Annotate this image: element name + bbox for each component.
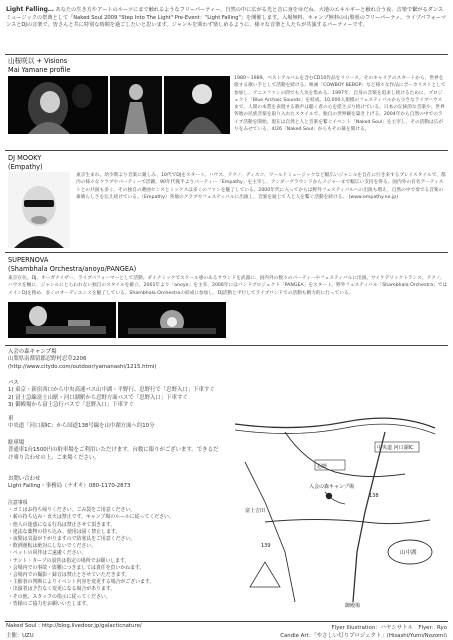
note-item: ・主催者の判断によりイベント内容を変更する場合がございます。 xyxy=(8,579,155,586)
artist-1-photo-mid xyxy=(110,76,162,134)
map-label-ic: 中央道 河口湖IC xyxy=(377,445,414,451)
footer-link[interactable]: Naked Soul : http://blog.livedoor.jp/galacticnature/ xyxy=(6,623,142,629)
artist-1-name: 山桜咲以 + Visions xyxy=(8,57,68,65)
access-url[interactable]: (http://www.citydo.com/outdoor/yamanashi/1215.html) xyxy=(8,363,157,370)
parking-heading: 駐車場 xyxy=(8,440,25,446)
map-label-gotemba: 御殿場 xyxy=(345,603,361,609)
note-item: ・その他、スタッフの指示に従ってください。 xyxy=(8,593,111,600)
bus-heading: バス xyxy=(8,380,19,386)
access-block xyxy=(8,349,223,371)
parking-text: 普通車1台1500円の駐車場をご利用いただけます。台数に限りがございます。できるだけ乗り合わせの上、ご来場ください。 xyxy=(8,447,219,461)
note-item: ・飲酒運転は絶対にしないでください。 xyxy=(8,543,97,550)
artist-2-photo xyxy=(8,172,70,248)
footer-credit-illustration: Flyer Illustration：ハヤシサトル Flyer：Ryo xyxy=(331,625,447,631)
artist-3-sub: (Shambhala Orchestra/anoyo/PANGEA) xyxy=(8,265,137,273)
car-text: 中央道「河口湖IC」から国道138号線を山中湖方面へ約10分 xyxy=(8,423,155,430)
parking-block xyxy=(8,440,223,462)
bus-line: 2) 富士急線富士山駅・河口湖駅から忍野方面バスで「忍野入口」下車すぐ xyxy=(8,394,188,401)
contact-heading: お問い合わせ xyxy=(8,476,41,482)
artist-3-photo-right xyxy=(118,302,226,338)
artist-2-name: DJ MOOKY xyxy=(8,154,42,162)
intro-text: あなたの生き方やアートのルーツにまで触れるようなフリーパーティー、自然の中に広がる光と音に身をゆだね、大地のエネルギーと触れ合う夜、音楽で繋がるダンスミュージックの祭典として「Naked Soul 2009 "Step Into The Light" Pre-Event："Light Falling"」を開催します。入場無料、キャンプ無料の山梨県のフリーパーティ。ライブパフォーマンスとDJの音楽で、皆さんと共に特別な時間を過ごしたいと思います。ジャンルを問わず楽しめるように、様々な音楽と人たちが共演するパーティーです。 xyxy=(6,7,447,29)
note-item: ・夜間は気温が下がりますので防寒具をご用意ください。 xyxy=(8,536,136,543)
artist-3-photo-left xyxy=(8,302,116,338)
note-item: ・薪の持ち込み・直火は禁止です。キャンプ場のルールに従ってください。 xyxy=(8,514,174,521)
intro-lead: Light Falling… xyxy=(6,6,54,13)
contact-text: Light Falling・事務局（ナオキ）080-1170-2873 xyxy=(8,483,131,490)
notes-block xyxy=(8,500,223,608)
car-heading: 車 xyxy=(8,416,14,422)
note-item: ・他人の迷惑になる行為は禁止させて頂きます。 xyxy=(8,521,116,528)
access-heading: 入会の森キャンプ場 xyxy=(8,349,57,355)
note-item: ・違法な薬物の持ち込み、使用は固く禁止します。 xyxy=(8,528,121,535)
artist-1-sub: Mai Yamane profile xyxy=(8,66,71,74)
artist-3-name: SUPERNOVA xyxy=(8,256,49,264)
contact-block xyxy=(8,476,223,491)
note-item: ・会場内での撮影・録音は禁止とさせていただきます。 xyxy=(8,572,130,579)
bus-line: 3) 御殿場から富士急行バスで「忍野入口」下車すぐ xyxy=(8,402,134,409)
bus-line: 1) 東京・新宿西口から中央高速バス山中湖・平野行、忍野行で「忍野入口」下車すぐ xyxy=(8,387,215,394)
map-label-fujiyoshida: 富士吉田 xyxy=(245,508,266,514)
car-block xyxy=(8,416,223,431)
artist-1-bio: 1980～1989。ベストアルバムを含むCD10作品をリリース。そのキャリアのスタートから、世界を旅する歌い手として活動を続ける。映画「COWBOY BEBOP」など様々な作品にボーカリストとして参加し、アニメファンの間でも人気を集める。1997年、自身の音楽を追求し続けるために、プロジェクト「Blue Archaic Sounds」を結成。10,000人規模のフェスティバルから小さなライブハウスまで、人間の本質を表現する歌声は聴く者の心を揺さぶり続けている。日本の伝統的な音楽や、世界各地の民族音楽を取り入れたスタイルで、独自の世界観を築き上げる。2004年から自然の中でのライブ活動を開始。現在は自然と人と音楽を繋ぐイベント「Naked Soul」を主宰し、その活動は広がりをみせている。4/26「Naked Soul」からもその幕を開ける。 xyxy=(234,76,446,133)
intro-paragraph xyxy=(6,6,447,30)
divider xyxy=(5,54,448,55)
divider xyxy=(5,345,448,346)
note-item: ・ペットの同伴はご遠慮ください。 xyxy=(8,550,87,557)
note-item: ・ゴミはお持ち帰りください。ごみ袋をご用意ください。 xyxy=(8,507,136,514)
divider xyxy=(5,621,448,622)
note-item: ・皆様のご協力をお願いいたします。 xyxy=(8,600,91,607)
artist-3-bio: 東京在住。DJ、オーガナイザー、ライブパフォーマーとして活動。ダイナミックでスケール感のあるサウンドを武器に、国内外の数々のパーティーやフェスティバルに出演。サイケデリックトランス、テクノ、ハウスを軸に、ジャンルにとらわれない独自のスタイルを確立。2001年より「anoyo」を主宰、2006年にはバンドプロジェクト「PANGEA」をスタート。野外フェスティバル「Shambhala Orchestra」ではメインDJを務め、多くのオーディエンスを魅了している。Shambhala Orchestraの結成に参加し、DJ活動と平行してライブバンドでの活動も精力的に行っている。 xyxy=(8,276,448,296)
artist-1-photo-left xyxy=(8,76,108,134)
note-item: ・テント・タープの設営は指定の場所でお願いします。 xyxy=(8,557,130,564)
note-item: ・会場内での事故・盗難につきましては責任を負いかねます。 xyxy=(8,564,145,571)
artist-2-sub: (Empathy) xyxy=(8,163,43,171)
map-label-camp: 入会の森キャンプ場 xyxy=(309,484,355,490)
note-item: ・出演者は予告なく変更になる場合があります。 xyxy=(8,586,116,593)
divider xyxy=(5,252,448,253)
access-address: 山梨県南都留郡忍野村忍草2206 xyxy=(8,356,87,363)
artist-1-photo-right xyxy=(164,76,230,134)
access-map xyxy=(225,402,445,617)
artist-2-bio: 東京生まれ。幼少期より音楽に親しみ、10代でDJをスタート。ハウス、テクノ、ディスコ、ワールドミュージックなど幅広いジャンルを自在に行き来するプレイスタイルで、都内の様々なクラブやパーティーで活躍。90年代後半よりパーティー「Empathy」を主宰し、アンダーグラウンドからメジャーまで幅広い支持を得る。国内外の有名アーティストとの共演も多く、その独自の選曲センスとミックスは多くのファンを魅了している。2000年代に入ってからは野外フェスティバルへの出演も増え、自然の中で奏でる音楽の素晴らしさを伝え続けている。（Empathy）各地のクラブやフェスティバルに出演し、音楽を通じて人と人を繋ぐ活動を続ける。 (www.empathy.ne.jp) xyxy=(76,173,446,200)
map-label-lake: 山中湖 xyxy=(400,550,417,556)
camp-marker-icon xyxy=(326,493,332,499)
notes-heading: 注意事項 xyxy=(8,500,28,506)
footer-organizer: 主催：UZU xyxy=(6,633,34,639)
divider xyxy=(5,150,448,151)
map-label-route138: 138 xyxy=(369,493,379,499)
footer-credit-candle: Candle Art：「やさしい灯りプロジェクト」(Hisashi/Yumi/Nozomi) xyxy=(280,633,447,639)
map-label-route139: 139 xyxy=(261,543,271,549)
map-label-oshino: 忍野 xyxy=(317,464,328,470)
